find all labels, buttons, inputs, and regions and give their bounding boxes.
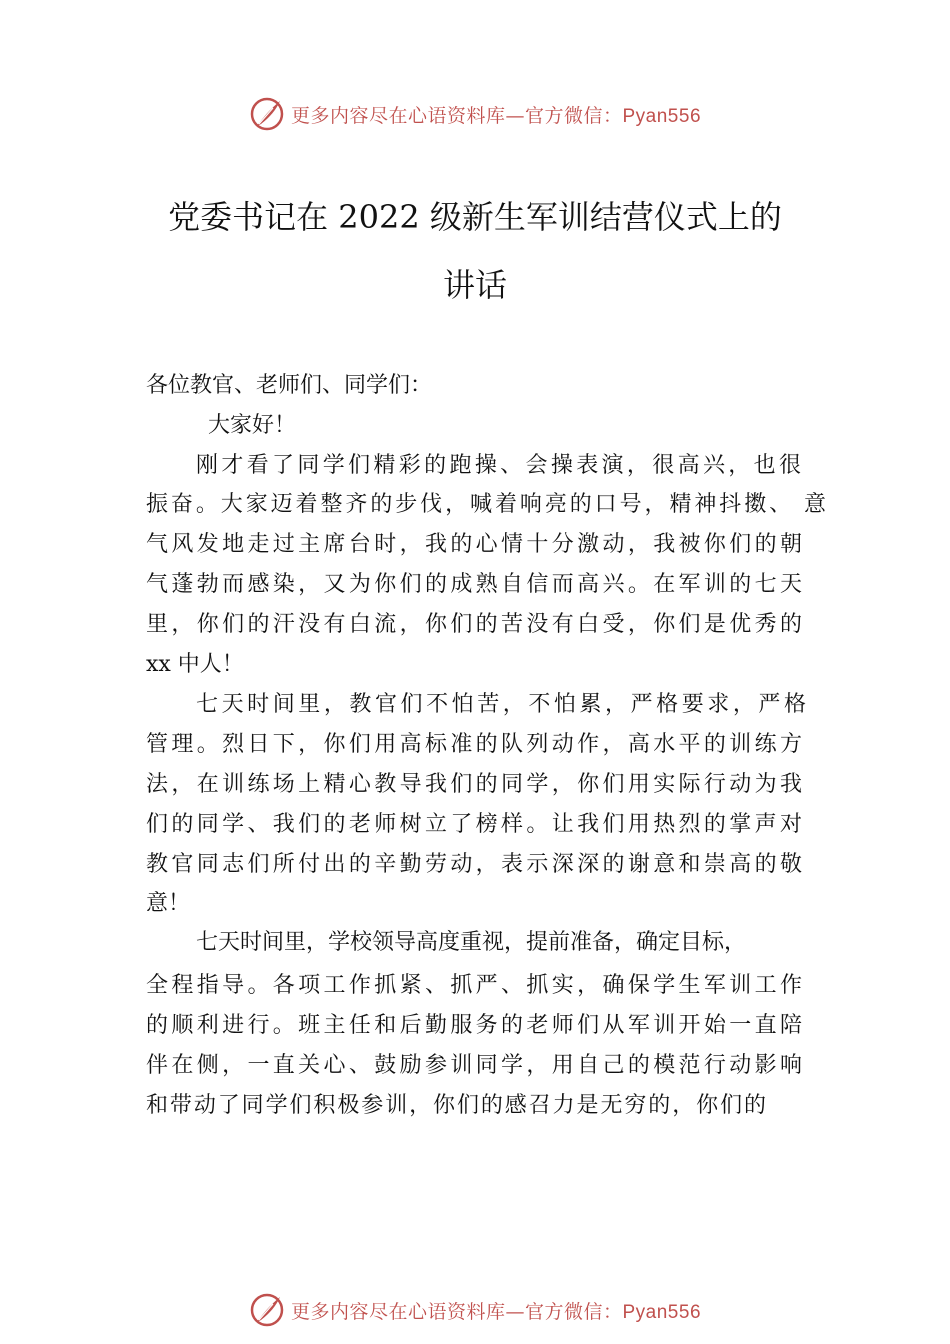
paragraph-1-line-2: 振奋。大家迈着整齐的步伐，喊着响亮的口号，精神抖擞、 意	[146, 492, 826, 517]
paragraph-2-line-6: 意！	[146, 891, 191, 916]
salutation: 各位教官、老师们、同学们：	[146, 373, 433, 398]
paragraph-1-line-4: 气蓬勃而感染，又为你们的成熟自信而高兴。在军训的七天	[146, 572, 802, 597]
quill-logo-icon	[249, 96, 285, 132]
banner-text: 更多内容尽在心语资料库—官方微信：Pyan556	[290, 104, 702, 127]
paragraph-3-line-4: 伴在侧，一直关心、鼓励参训同学，用自己的模范行动影响	[146, 1053, 802, 1078]
header-banner	[0, 94, 950, 134]
paragraph-2-line-4: 们的同学、我们的老师树立了榜样。让我们用热烈的掌声对	[146, 812, 802, 837]
paragraph-3-line-3: 的顺利进行。班主任和后勤服务的老师们从军训开始一直陪	[146, 1013, 802, 1038]
paragraph-1-line-6: xx 中人！	[146, 652, 244, 677]
paragraph-1-line-3: 气风发地走过主席台时，我的心情十分激动，我被你们的朝	[146, 532, 802, 557]
paragraph-2-line-3: 法，在训练场上精心教导我们的同学，你们用实际行动为我	[146, 772, 802, 797]
paragraph-3-line-1: 七天时间里，学校领导高度重视，提前准备，确定目标，	[196, 930, 747, 955]
banner-text: 更多内容尽在心语资料库—官方微信：Pyan556	[290, 1300, 702, 1323]
paragraph-2-line-5: 教官同志们所付出的辛勤劳动，表示深深的谢意和崇高的敬	[146, 852, 802, 877]
paragraph-1-line-5: 里，你们的汗没有白流，你们的苦没有白受，你们是优秀的	[146, 612, 802, 637]
wechat-id: Pyan556	[622, 105, 702, 127]
greeting: 大家好！	[208, 413, 297, 438]
paragraph-2-line-1: 七天时间里，教官们不怕苦，不怕累，严格要求，严格	[196, 692, 806, 717]
document-title-line-1: 党委书记在 2022 级新生军训结营仪式上的	[168, 198, 782, 236]
document-title-line-2: 讲话	[442, 266, 507, 304]
footer-banner	[0, 1290, 950, 1330]
paragraph-2-line-2: 管理。烈日下，你们用高标准的队列动作，高水平的训练方	[146, 732, 802, 757]
paragraph-3-line-5: 和带动了同学们积极参训，你们的感召力是无穷的，你们的	[146, 1093, 766, 1118]
paragraph-3-line-2: 全程指导。各项工作抓紧、抓严、抓实，确保学生军训工作	[146, 973, 802, 998]
quill-logo-icon	[249, 1292, 285, 1328]
wechat-id: Pyan556	[622, 1301, 702, 1323]
paragraph-1-line-1: 刚才看了同学们精彩的跑操、会操表演，很高兴，也很	[196, 453, 801, 478]
